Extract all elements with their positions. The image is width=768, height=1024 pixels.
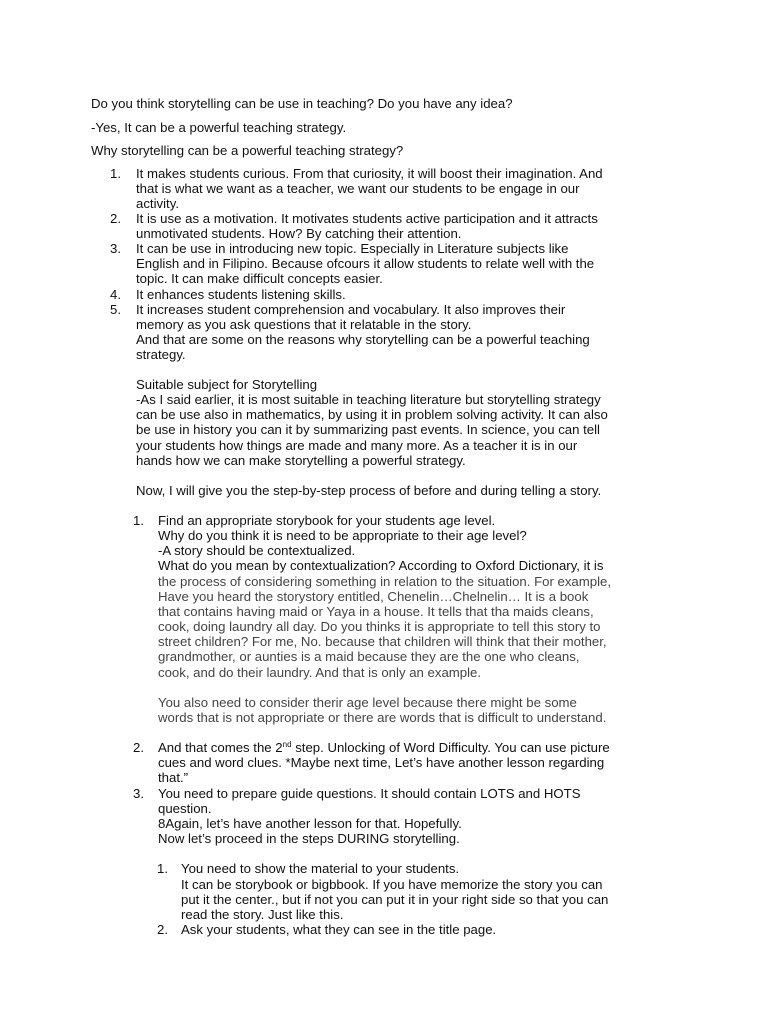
list-item-line: And that are some on the reasons why storytelling can be a powerful teaching [136,332,590,347]
list-item-line: question. [158,801,212,816]
paragraph-line: can be use also in mathematics, by using it in problem solving activity. It can also [136,407,608,422]
paragraph-line: Now, I will give you the step-by-step process of before and during telling a story. [136,483,602,498]
list-item-line: cues and word clues. *Maybe next time, Let’s have another lesson regarding [158,755,605,770]
list-number: 1. [133,513,144,528]
list-item-line: Now let’s proceed in the steps DURING storytelling. [158,831,460,846]
step2-text-start: And that comes the 2 [158,740,283,755]
list-number: 5. [110,302,121,317]
list-number: 2. [110,211,121,226]
list-item-line: the process of considering something in relation to the situation. For example, [158,574,612,589]
list-item-line: strategy. [136,347,186,362]
list-item-line: that contains having maid or Yaya in a house. It tells that tha maids cleans, [158,604,594,619]
list-item-line: grandmother, or aunties is a maid because they are the one who cleans, [158,649,580,664]
list-number: 4. [110,287,121,302]
list-item-line: Have you heard the storystory entitled, Chenelin…Chelnelin… It is a book [158,589,589,604]
list-item-line: You also need to consider therir age level because there might be some [158,695,577,710]
list-item-line: -A story should be contextualized. [158,543,356,558]
paragraph-line: -As I said earlier, it is most suitable in teaching literature but storytelling strategy [136,392,601,407]
list-number: 1. [157,861,168,876]
list-item-line: that.” [158,770,189,785]
list-item-line: read the story. Just like this. [181,907,344,922]
list-number: 3. [110,241,121,256]
list-item-line: It can be use in introducing new topic. Especially in Literature subjects like [136,241,569,256]
list-item-line: Ask your students, what they can see in the title page. [181,922,497,937]
list-item-line: 8Again, let’s have another lesson for that. Hopefully. [158,816,462,831]
step2-text-end: step. Unlocking of Word Difficulty. You can use picture [291,740,610,755]
list-item-line: street children? For me, No. because that children will think that their mother, [158,634,607,649]
list-item-line: words that is not appropriate or there are words that is difficult to understand. [158,710,607,725]
paragraph-line: your students how things are made and many more. As a teacher it is in our [136,438,578,453]
list-item-line [158,740,610,755]
list-item-line: cook, and do their laundry. And that is only an example. [158,665,482,680]
ordinal-superscript: nd [282,740,292,749]
list-item-line: Why do you think it is need to be appropriate to their age level? [158,528,527,543]
intro-question-why: Why storytelling can be a powerful teaching strategy? [91,143,404,158]
list-item-line: You need to prepare guide questions. It should contain LOTS and HOTS [158,786,581,801]
list-item-line: You need to show the material to your students. [181,861,460,876]
intro-answer: -Yes, It can be a powerful teaching strategy. [91,120,347,135]
list-item-line: memory as you ask questions that it relatable in the story. [136,317,472,332]
list-number: 2. [133,740,144,755]
list-item-line: topic. It can make difficult concepts easier. [136,271,383,286]
list-item-line: cook, doing laundry all day. Do you thinks it is appropriate to tell this story to [158,619,601,634]
list-number: 1. [110,166,121,181]
intro-question: Do you think storytelling can be use in teaching? Do you have any idea? [91,96,513,111]
list-item-line: It can be storybook or bigbbook. If you have memorize the story you can [181,877,603,892]
list-number: 3. [133,786,144,801]
list-item-line: It increases student comprehension and vocabulary. It also improves their [136,302,566,317]
list-item-line: It makes students curious. From that curiosity, it will boost their imagination. And [136,166,603,181]
list-number: 2. [157,922,168,937]
section-heading: Suitable subject for Storytelling [136,377,318,392]
paragraph-line: hands how we can make storytelling a powerful strategy. [136,453,466,468]
list-item-line: It is use as a motivation. It motivates students active participation and it attracts [136,211,598,226]
list-item-line: What do you mean by contextualization? According to Oxford Dictionary, it is [158,558,604,573]
list-item-line: Find an appropriate storybook for your students age level. [158,513,496,528]
list-item-line: English and in Filipino. Because ofcours it allow students to relate well with the [136,256,595,271]
list-item-line: put it the center., but if not you can put it in your right side so that you can [181,892,609,907]
list-item-line: activity. [136,196,179,211]
paragraph-line: be use in history you can it by summarizing past events. In science, you can tell [136,422,600,437]
list-item-line: unmotivated students. How? By catching their attention. [136,226,462,241]
list-item-line: It enhances students listening skills. [136,287,346,302]
list-item-line: that is what we want as a teacher, we want our students to be engage in our [136,181,580,196]
